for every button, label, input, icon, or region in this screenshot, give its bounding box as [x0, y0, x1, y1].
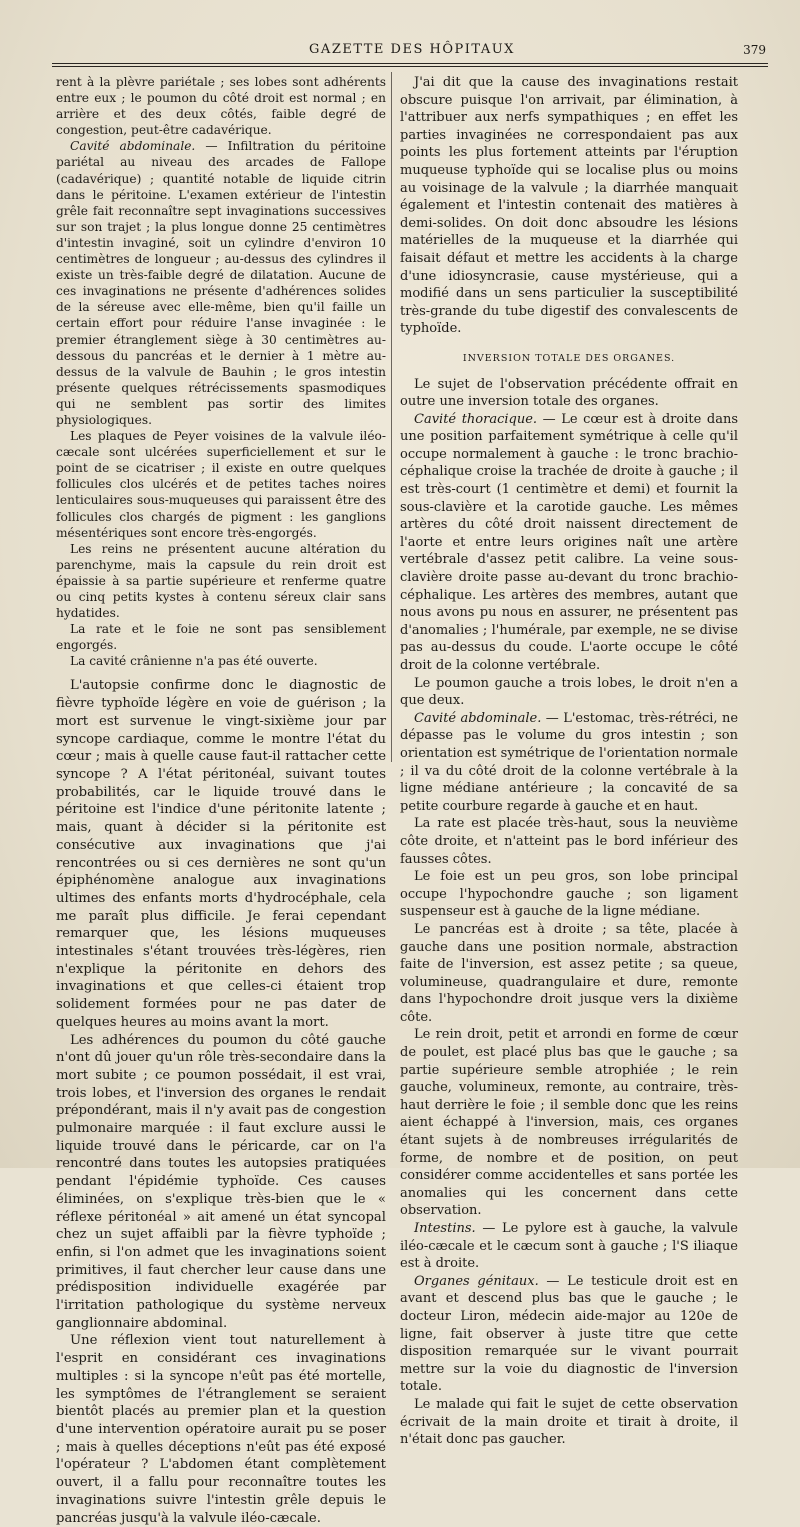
paragraph-text: — L'estomac, très-rétréci, ne dépasse pas le volume du gros intestin ; son orientation est symétrique de l'orientation normale ; il va du côté droit de la colonne vertébrale à la ligne médiane antérieure ; la concavité de sa petite courbure regarde à gauche et en haut.	[400, 710, 739, 814]
paragraph	[400, 1273, 738, 1396]
paragraph: Le malade qui fait le sujet de cette observation écrivait de la main droite et tirait à droite, il n'était donc pas gaucher.	[400, 1396, 738, 1448]
paragraph-text: — Infiltration du péritoine pariétal au niveau des arcades de Fallope (cadavérique) ; quantité notable de liquide citrin dans le péritoine. L'examen extérieur de l'intestin grêle fait reconnaître sept invaginations successives sur son trajet ; la plus longue donne 25 centimètres d'intestin invaginé, soit un cylindre d'environ 10 centimètres de longueur ; au-dessus des cylindres il existe un très-faible degré de dilatation. Aucune de ces invaginations ne présente d'adhérences solides de la séreuse avec elle-même, bien qu'il faille un certain effort pour réduire l'anse invaginée : le premier étranglement siège à 30 centimètres au-dessous du pancréas et le dernier à 1 mètre au-dessus de la valvule de Bauhin ; le gros intestin présente quelques rétrécissements spasmodiques qui ne semblent pas sortir des limites physiologiques.	[56, 139, 386, 427]
paragraph-label: Cavité abdominale.	[70, 139, 196, 154]
paragraph: Le pancréas est à droite ; sa tête, placée à gauche dans une position normale, abstraction faite de l'inversion, est assez petite ; sa queue, volumineuse, quadrangulaire et dure, remonte dans l'hypochondre droit jusque vers la dixième côte.	[400, 921, 738, 1025]
section-heading: INVERSION TOTALE DES ORGANES.	[462, 352, 676, 364]
paragraph: Le foie est un peu gros, son lobe principal occupe l'hypochondre gauche ; son ligament suspenseur est à gauche de la ligne médiane.	[400, 869, 738, 920]
paragraph-text: — Le pylore est à gauche, la valvule iléo-cæcale et le cæcum sont à gauche ; l'S iliaque est à droite.	[400, 1221, 738, 1272]
column-divider	[391, 72, 392, 762]
discussion-block	[56, 677, 386, 1527]
paragraph: Le sujet de l'observation précédente offrait en outre une inversion totale des organes.	[400, 376, 738, 410]
right-column	[400, 74, 738, 1449]
left-column	[56, 74, 386, 1527]
page-number: 379	[743, 43, 766, 57]
paragraph-label: Organes génitaux.	[414, 1273, 539, 1289]
paragraph-label: Intestins.	[414, 1221, 476, 1236]
paragraph: La rate et le foie ne sont pas sensiblement engorgés.	[56, 622, 386, 653]
paragraph: Le poumon gauche a trois lobes, le droit n'en a que deux.	[400, 675, 738, 709]
paragraph: Le rein droit, petit et arrondi en forme de cœur de poulet, est placé plus bas que le gauche ; sa partie supérieure semble atrophiée ; le rein gauche, volumineux, remonte, au contraire, très-haut derrière le foie ; il semble donc que les reins aient échappé à l'inversion, mais, ces organes étant sujets à de nombreuses irrégularités de forme, de nombre et de position, on peut considérer comme accidentelles et sans portée les anomalies qui les concernent dans cette observation.	[400, 1027, 738, 1219]
paragraph-label: Cavité abdominale.	[414, 710, 542, 726]
paragraph: J'ai dit que la cause des invaginations restait obscure puisque l'on arrivait, par élimination, à l'attribuer aux nerfs sympathiques ; en effet les parties invaginées ne correspondaient pas aux points les plus fortement atteints par l'éruption muqueuse typhoïde qui se localise plus ou moins au voisinage de la valvule ; la diarrhée manquait également et l'intestin contenait des matières à demi-solides. On doit donc absoudre les lésions matérielles de la muqueuse et la diarrhée qui faisait défaut et mettre les accidents à la charge d'une idiosyncrasie, cause mystérieuse, qui a modifié dans un sens particulier la susceptibilité très-grande du tube digestif des convalescents de typhoïde.	[400, 75, 738, 337]
paragraph: Une réflexion vient tout naturellement à l'esprit en considérant ces invaginations multiples : si la syncope n'eût pas été mortelle, les symptômes de l'étranglement se seraient bientôt placés au premier plan et la question d'une intervention opératoire aurait pu se poser ; mais à quelles déceptions n'eût pas été exposé l'opérateur ? L'abdomen étant complètement ouvert, il a fallu pour reconnaître toutes les invaginations suivre l'intestin grêle depuis le pancréas jusqu'à la valvule iléo-cæcale.	[56, 1333, 386, 1526]
paragraph: La rate est placée très-haut, sous la neuvième côte droite, et n'atteint pas le bord inférieur des fausses côtes.	[400, 816, 738, 867]
paragraph: Les adhérences du poumon du côté gauche n'ont dû jouer qu'un rôle très-secondaire dans la mort subite ; ce poumon possédait, il est vrai, trois lobes, et l'inversion des organes le rendait prépondérant, mais il n'y avait pas de congestion pulmonaire marquée : il faut exclure aussi le liquide trouvé dans le péricarde, car on l'a rencontré dans toutes les autopsies pratiquées pendant l'épidémie typhoïde. Ces causes éliminées, on s'explique très-bien que le « réflexe péritonéal » ait amené un état syncopal chez un sujet affaibli par la fièvre typhoïde ; enfin, si l'on admet que les invaginations soient primitives, il faut chercher leur cause dans une prédisposition individuelle exagérée par l'irritation pathologique du système nerveux ganglionnaire abdominal.	[56, 1032, 386, 1331]
paragraph: Les reins ne présentent aucune altération du parenchyme, mais la capsule du rein droit est épaissie à sa partie supérieure et renferme quatre ou cinq petits kystes à contenu séreux clair sans hydatides.	[56, 541, 386, 621]
paragraph: Les plaques de Peyer voisines de la valvule iléo-cæcale sont ulcérées superficiellement et sur le point de se cicatriser ; il existe en outre quelques follicules clos ulcérés et de petites taches noires lenticulaires sous-muqueuses qui paraissent être des follicules clos chargés de pigment : les ganglions mésentériques sont encore très-engorgés.	[56, 429, 386, 540]
header-rule-bottom	[52, 66, 768, 67]
paragraph	[400, 710, 738, 816]
paragraph-label: Cavité thoracique.	[414, 411, 538, 427]
paragraph	[56, 138, 386, 428]
paragraph: rent à la plèvre pariétale ; ses lobes sont adhérents entre eux ; le poumon du côté droit est normal ; en arrière et des deux côtés, faible degré de congestion, peut-être cadavérique.	[56, 75, 386, 138]
paragraph-text: — Le cœur est à droite dans une position parfaitement symétrique à celle qu'il occupe normalement à gauche : le tronc brachio-céphalique croise la trachée de droite à gauche ; il est très-court (1 centimètre et demi) et fournit la sous-clavière et la carotide gauche. Les mêmes artères du côté droit naissent directement de l'aorte et entre leurs origines naît une artère vertébrale d'assez petit calibre. La veine sous-clavière droite passe au-devant du tronc brachio-céphalique. Les artères des membres, autant que nous avons pu nous en assurer, ne présentent pas d'anomalies ; l'humérale, par exemple, ne se divise pas au-dessus du coude. L'aorte occupe le côté droit de la colonne vertébrale.	[400, 411, 738, 673]
paragraph-text: — Le testicule droit est en avant et descend plus bas que le gauche ; le docteur Liron, médecin aide-major au 120e de ligne, fait observer à juste titre que cette disposition remarquée sur le vivant pourrait mettre sur la voie du diagnostic de l'inversion totale.	[400, 1273, 738, 1395]
paragraph: La cavité crânienne n'a pas été ouverte.	[70, 654, 318, 669]
journal-title: GAZETTE DES HÔPITAUX	[309, 42, 515, 57]
paragraph: L'autopsie confirme donc le diagnostic de fièvre typhoïde légère en voie de guérison ; la mort est survenue le vingt-sixième jour par syncope cardiaque, comme le montre l'état du cœur ; mais à quelle cause faut-il rattacher cette syncope ? A l'état péritonéal, suivant toutes probabilités, car le liquide trouvé dans le péritoine est l'indice d'une péritonite latente ; mais, quant à décider si la péritonite est consécutive aux invaginations que j'ai rencontrées ou si ces dernières ne sont qu'un épiphénomène analogue aux invaginations ultimes des enfants morts d'hydrocéphale, cela me paraît plus difficile. Je ferai cependant remarquer que, les lésions muqueuses intestinales s'étant trouvées très-légères, rien n'explique la péritonite en dehors des invaginations et que celles-ci étaient trop solidement formées pour ne pas dater de quelques heures au moins avant la mort.	[56, 678, 386, 1030]
paragraph	[400, 411, 738, 675]
header-rule-top	[52, 63, 768, 64]
paragraph	[400, 1220, 738, 1273]
page-header	[52, 42, 772, 64]
